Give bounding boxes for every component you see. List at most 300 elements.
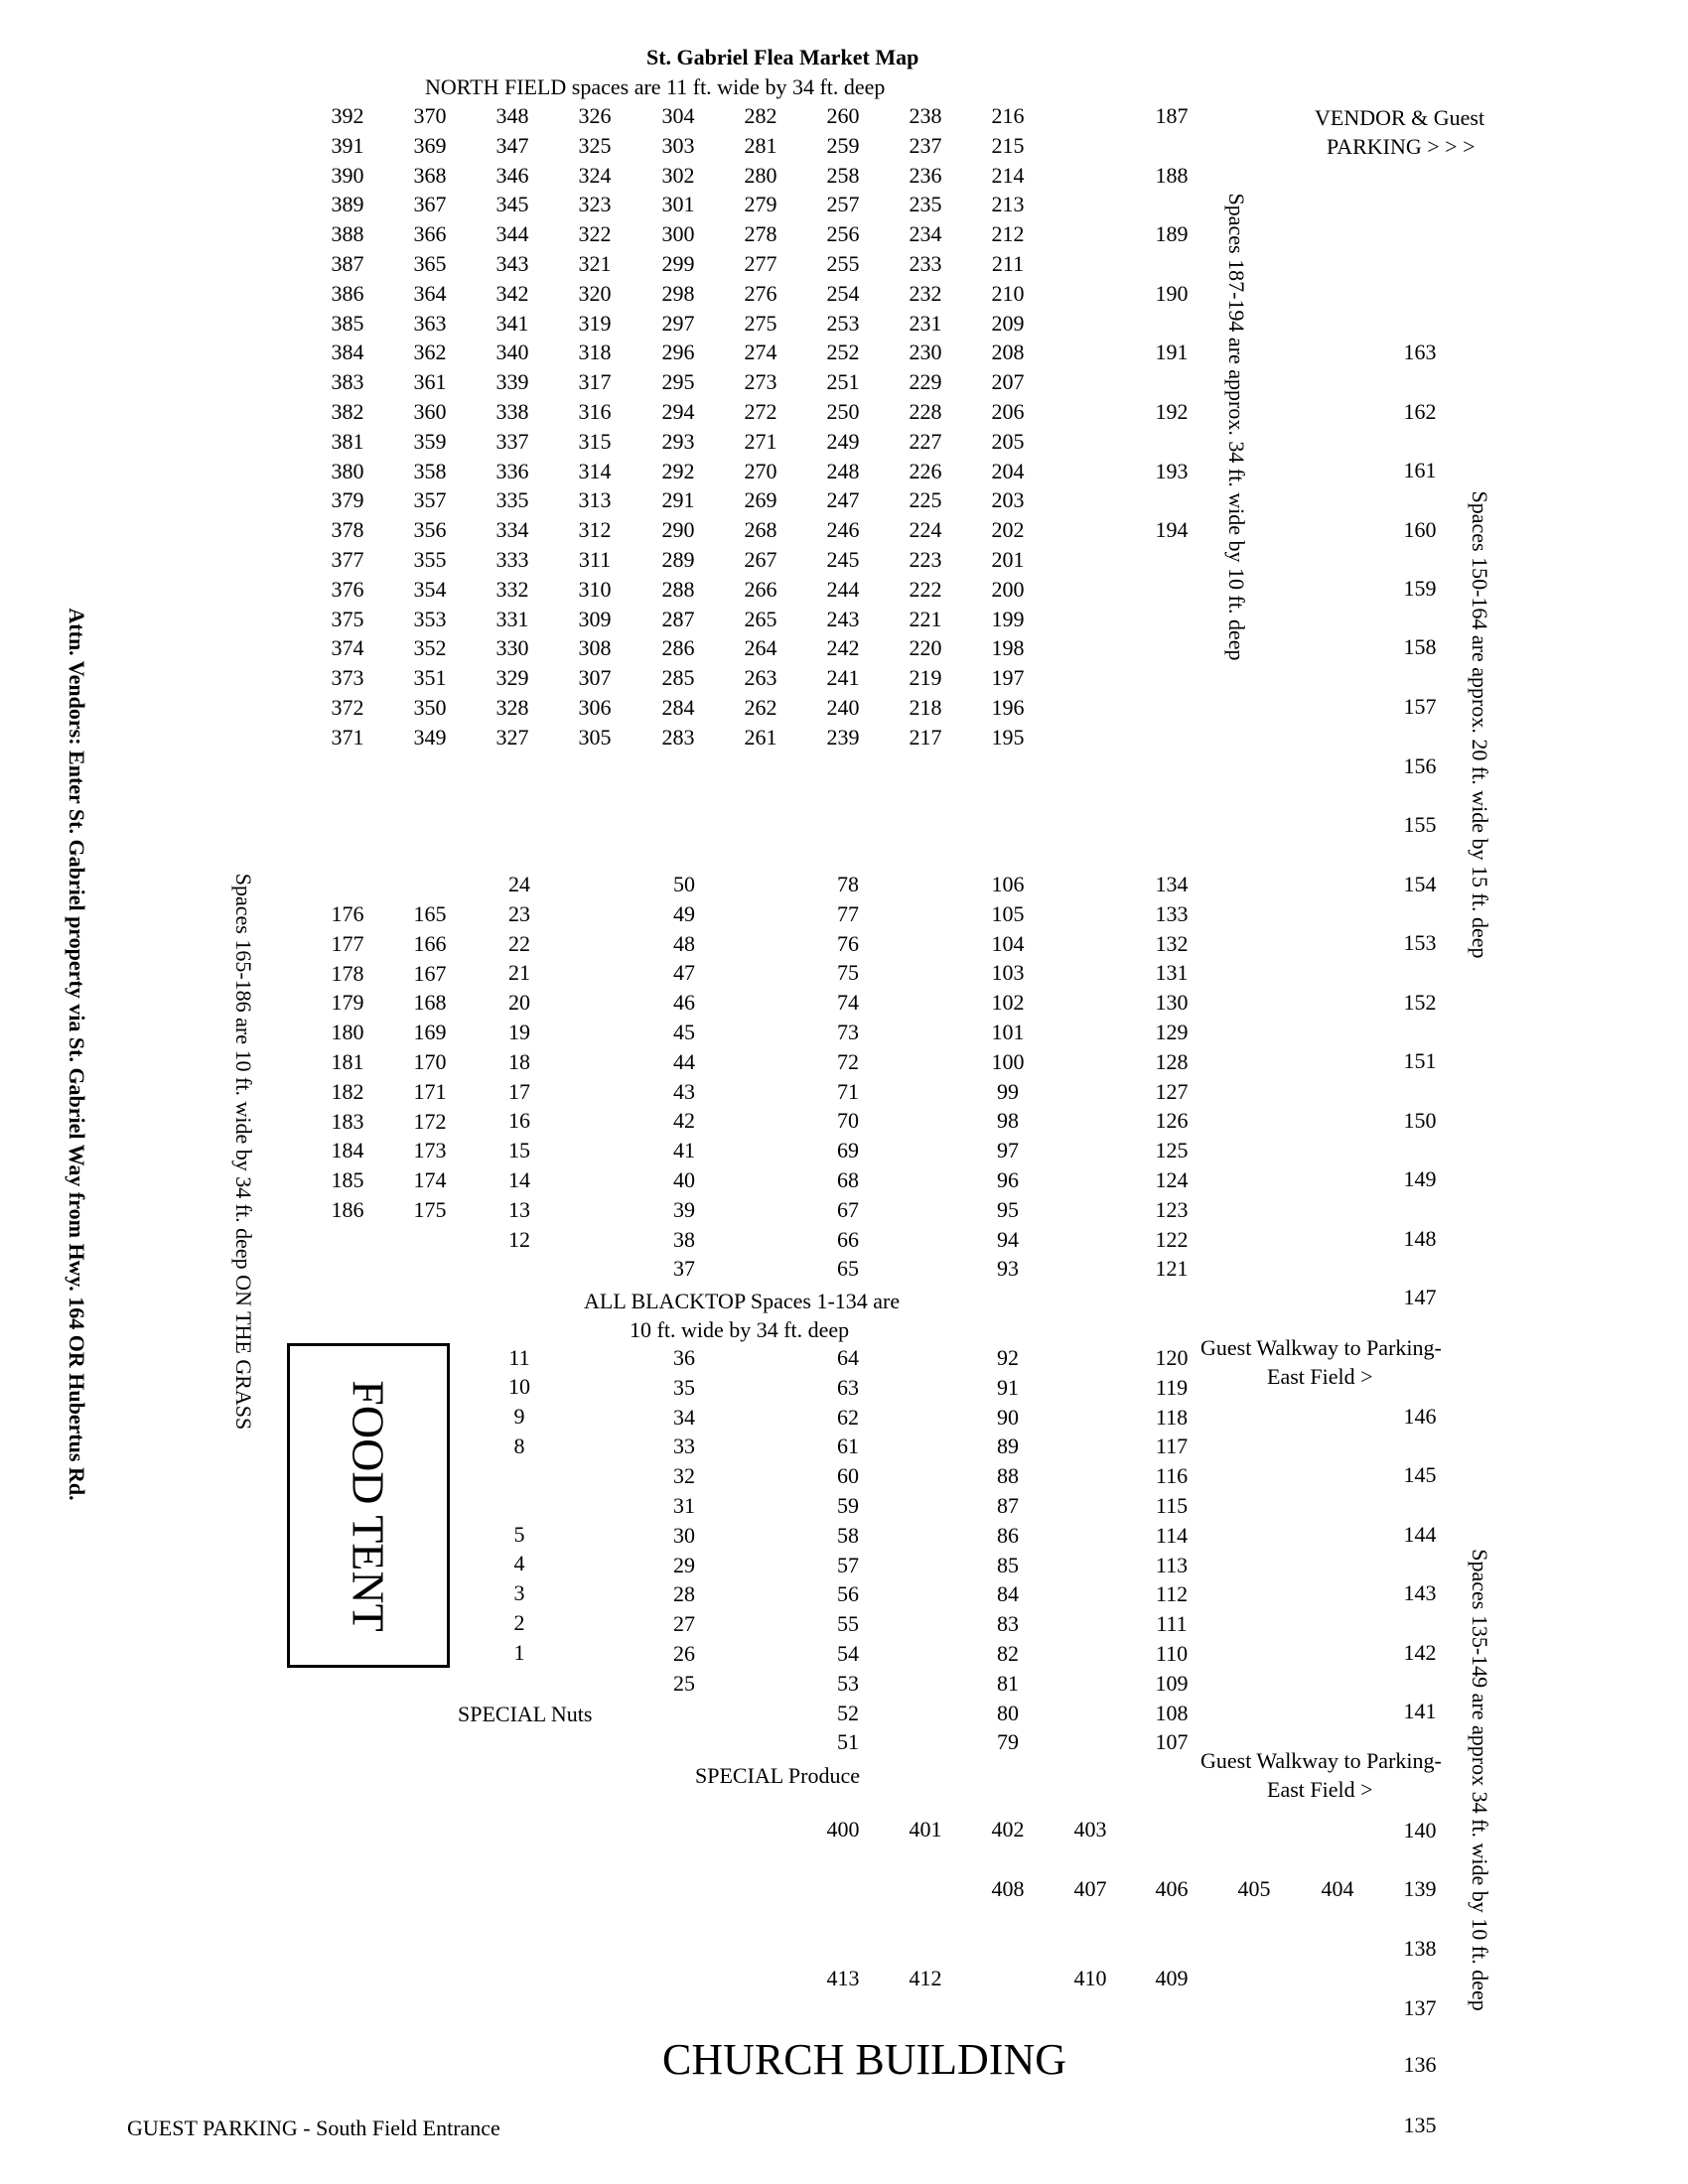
vendor-space-310: 310 (578, 576, 612, 602)
vendor-space-290: 290 (661, 517, 695, 543)
vendor-space-112: 112 (1155, 1581, 1189, 1607)
vendor-parking-line1: VENDOR & Guest (1315, 105, 1485, 130)
vendor-space-380: 380 (331, 458, 364, 483)
vendor-space-274: 274 (744, 340, 777, 365)
vendor-space-165: 165 (413, 901, 447, 926)
walkway-2-line2: East Field > (1267, 1777, 1373, 1802)
vendor-space-196: 196 (991, 695, 1025, 720)
vendor-space-127: 127 (1155, 1078, 1189, 1104)
vendor-space-277: 277 (744, 251, 777, 276)
vendor-space-106: 106 (991, 872, 1025, 896)
vendor-space-301: 301 (661, 192, 695, 217)
vendor-space-271: 271 (744, 428, 777, 454)
vendor-space-19: 19 (508, 1020, 530, 1044)
vendor-space-45: 45 (673, 1020, 695, 1044)
vendor-space-323: 323 (578, 192, 612, 217)
vendor-space-111: 111 (1156, 1611, 1188, 1637)
vendor-space-253: 253 (826, 310, 860, 336)
vendor-parking-line2: PARKING > > > (1327, 134, 1476, 159)
vendor-space-189: 189 (1155, 221, 1189, 247)
vendor-space-199: 199 (991, 606, 1025, 631)
vendor-space-138: 138 (1403, 1936, 1437, 1961)
vendor-space-319: 319 (578, 310, 612, 336)
vendor-space-50: 50 (673, 872, 695, 896)
vendor-space-4: 4 (513, 1551, 525, 1575)
vendor-space-80: 80 (997, 1700, 1019, 1725)
vendor-space-139: 139 (1403, 1876, 1437, 1901)
vendor-space-96: 96 (997, 1167, 1019, 1192)
vendor-space-133: 133 (1155, 900, 1189, 926)
vendor-space-60: 60 (837, 1463, 859, 1489)
vendor-space-100: 100 (991, 1048, 1025, 1074)
vendor-space-251: 251 (826, 369, 860, 395)
vendor-space-247: 247 (826, 487, 860, 513)
vendor-space-342: 342 (495, 280, 529, 306)
vendor-space-197: 197 (991, 665, 1025, 691)
vendor-space-353: 353 (413, 606, 447, 631)
vendor-space-140: 140 (1403, 1818, 1437, 1843)
vendor-space-206: 206 (991, 399, 1025, 424)
vendor-space-35: 35 (673, 1374, 695, 1400)
vendor-space-240: 240 (826, 695, 860, 720)
vendor-space-213: 213 (991, 192, 1025, 217)
vendor-space-195: 195 (991, 724, 1025, 750)
vendor-space-235: 235 (909, 192, 942, 217)
vendor-space-67: 67 (837, 1196, 859, 1222)
vendor-space-81: 81 (997, 1670, 1019, 1696)
vendor-space-155: 155 (1403, 812, 1437, 837)
vendor-space-377: 377 (331, 547, 364, 572)
vendor-space-44: 44 (673, 1048, 695, 1074)
blacktop-note-line2: 10 ft. wide by 34 ft. deep (630, 1317, 850, 1342)
vendor-space-295: 295 (661, 369, 695, 395)
vendor-space-116: 116 (1155, 1463, 1189, 1489)
vendor-space-224: 224 (909, 517, 942, 543)
vendor-space-243: 243 (826, 606, 860, 631)
vendor-space-69: 69 (837, 1138, 859, 1163)
vendor-space-273: 273 (744, 369, 777, 395)
vendor-space-389: 389 (331, 192, 364, 217)
vendor-space-314: 314 (578, 458, 612, 483)
vendor-space-363: 363 (413, 310, 447, 336)
vendor-space-386: 386 (331, 280, 364, 306)
vendor-space-167: 167 (413, 960, 447, 986)
vendor-space-351: 351 (413, 665, 447, 691)
vendor-space-143: 143 (1403, 1580, 1437, 1605)
vendor-space-384: 384 (331, 340, 364, 365)
vendor-space-58: 58 (837, 1522, 859, 1548)
vendor-space-364: 364 (413, 280, 447, 306)
vendor-space-413: 413 (826, 1966, 860, 1990)
vendor-space-5: 5 (513, 1522, 525, 1547)
vendor-space-78: 78 (837, 872, 859, 896)
vendor-space-336: 336 (495, 458, 529, 483)
vendor-space-153: 153 (1403, 930, 1437, 955)
vendor-space-362: 362 (413, 340, 447, 365)
vendor-space-264: 264 (744, 635, 777, 661)
vendor-space-326: 326 (578, 103, 612, 128)
vendor-space-46: 46 (673, 990, 695, 1016)
vendor-space-387: 387 (331, 251, 364, 276)
vendor-space-66: 66 (837, 1226, 859, 1252)
vendor-space-317: 317 (578, 369, 612, 395)
vendor-space-157: 157 (1403, 694, 1437, 719)
vendor-space-345: 345 (495, 192, 529, 217)
vendor-space-121: 121 (1155, 1256, 1189, 1282)
vendor-space-84: 84 (997, 1581, 1019, 1607)
vendor-space-9: 9 (513, 1404, 525, 1429)
vendor-space-110: 110 (1155, 1641, 1189, 1666)
vendor-space-357: 357 (413, 487, 447, 513)
vendor-space-334: 334 (495, 517, 529, 543)
vendor-space-115: 115 (1155, 1493, 1189, 1518)
walkway-1-line1: Guest Walkway to Parking- (1200, 1335, 1442, 1360)
vendor-space-309: 309 (578, 606, 612, 631)
vendor-space-352: 352 (413, 635, 447, 661)
vendor-space-232: 232 (909, 280, 942, 306)
vendor-space-54: 54 (837, 1641, 859, 1666)
vendor-space-20: 20 (508, 990, 530, 1016)
vendor-space-193: 193 (1155, 458, 1189, 483)
vendor-space-381: 381 (331, 428, 364, 454)
vendor-space-379: 379 (331, 487, 364, 513)
vendor-space-263: 263 (744, 665, 777, 691)
vendor-space-228: 228 (909, 399, 942, 424)
vendor-space-177: 177 (331, 930, 364, 956)
vendor-space-40: 40 (673, 1167, 695, 1192)
vendor-space-238: 238 (909, 103, 942, 128)
vendor-space-283: 283 (661, 724, 695, 750)
vendor-space-236: 236 (909, 162, 942, 188)
vendor-space-356: 356 (413, 517, 447, 543)
vendor-space-217: 217 (909, 724, 942, 750)
vendor-space-390: 390 (331, 162, 364, 188)
vendor-space-59: 59 (837, 1493, 859, 1518)
vendor-space-308: 308 (578, 635, 612, 661)
vendor-space-89: 89 (997, 1433, 1019, 1459)
church-building-label: CHURCH BUILDING (662, 2035, 1066, 2084)
vendor-space-188: 188 (1155, 162, 1189, 188)
vendor-space-219: 219 (909, 665, 942, 691)
vendor-space-302: 302 (661, 162, 695, 188)
vendor-space-181: 181 (331, 1049, 364, 1074)
vendor-space-86: 86 (997, 1522, 1019, 1548)
vendor-space-265: 265 (744, 606, 777, 631)
vendor-space-355: 355 (413, 547, 447, 572)
vendor-space-325: 325 (578, 132, 612, 158)
vendor-space-51: 51 (837, 1729, 859, 1755)
vendor-space-92: 92 (997, 1345, 1019, 1370)
vendor-space-82: 82 (997, 1641, 1019, 1666)
vendor-space-227: 227 (909, 428, 942, 454)
vendor-space-156: 156 (1403, 753, 1437, 778)
vendor-space-200: 200 (991, 576, 1025, 602)
vendor-space-3: 3 (513, 1580, 525, 1605)
vendor-space-202: 202 (991, 517, 1025, 543)
vendor-space-214: 214 (991, 162, 1025, 188)
vendor-space-344: 344 (495, 221, 529, 247)
vendor-space-102: 102 (991, 990, 1025, 1016)
vendor-space-62: 62 (837, 1404, 859, 1430)
vendor-space-340: 340 (495, 340, 529, 365)
vendor-space-170: 170 (413, 1049, 447, 1074)
blacktop-note-line1: ALL BLACKTOP Spaces 1-134 are (584, 1289, 901, 1313)
vendor-space-304: 304 (661, 103, 695, 128)
vendor-space-31: 31 (673, 1493, 695, 1518)
vendor-space-162: 162 (1403, 399, 1437, 424)
vendor-space-220: 220 (909, 635, 942, 661)
vendor-space-118: 118 (1155, 1404, 1189, 1430)
vendor-space-255: 255 (826, 251, 860, 276)
vendor-space-405: 405 (1237, 1876, 1271, 1901)
vendor-space-88: 88 (997, 1463, 1019, 1489)
vendor-space-146: 146 (1403, 1404, 1437, 1429)
vendor-space-230: 230 (909, 340, 942, 365)
vendor-space-61: 61 (837, 1433, 859, 1459)
vendor-space-233: 233 (909, 251, 942, 276)
vendor-space-105: 105 (991, 900, 1025, 926)
vendor-space-215: 215 (991, 132, 1025, 158)
vendor-space-124: 124 (1155, 1167, 1189, 1192)
vendor-space-93: 93 (997, 1256, 1019, 1282)
vendor-space-292: 292 (661, 458, 695, 483)
vendor-space-77: 77 (837, 900, 859, 926)
spaces-135-149-note: Spaces 135-149 are approx 34 ft. wide by 10 ft. deep (1468, 1549, 1492, 2011)
vendor-space-37: 37 (673, 1256, 695, 1282)
vendor-space-239: 239 (826, 724, 860, 750)
food-tent (287, 1343, 450, 1668)
vendor-space-180: 180 (331, 1020, 364, 1045)
vendor-space-135: 135 (1403, 2113, 1437, 2137)
vendor-space-268: 268 (744, 517, 777, 543)
vendor-space-137: 137 (1403, 1995, 1437, 2020)
vendor-space-311: 311 (578, 547, 612, 572)
vendor-space-376: 376 (331, 576, 364, 602)
vendor-space-204: 204 (991, 458, 1025, 483)
vendor-space-324: 324 (578, 162, 612, 188)
vendor-space-12: 12 (508, 1226, 530, 1252)
vendor-space-145: 145 (1403, 1462, 1437, 1487)
vendor-space-49: 49 (673, 900, 695, 926)
vendor-space-125: 125 (1155, 1138, 1189, 1163)
food-tent-label: FOOD TENT (343, 1379, 394, 1632)
vendor-space-173: 173 (413, 1138, 447, 1163)
vendor-space-218: 218 (909, 695, 942, 720)
vendor-space-272: 272 (744, 399, 777, 424)
vendor-space-47: 47 (673, 960, 695, 986)
vendor-space-56: 56 (837, 1581, 859, 1607)
vendor-space-385: 385 (331, 310, 364, 336)
vendor-space-338: 338 (495, 399, 529, 424)
vendor-space-30: 30 (673, 1522, 695, 1548)
vendor-space-404: 404 (1321, 1876, 1354, 1901)
vendor-space-113: 113 (1155, 1552, 1189, 1577)
vendor-space-408: 408 (991, 1876, 1025, 1901)
vendor-space-87: 87 (997, 1493, 1019, 1518)
vendor-space-208: 208 (991, 340, 1025, 365)
vendor-space-63: 63 (837, 1374, 859, 1400)
vendor-space-55: 55 (837, 1611, 859, 1637)
vendor-space-52: 52 (837, 1700, 859, 1725)
vendor-space-210: 210 (991, 280, 1025, 306)
vendor-space-28: 28 (673, 1581, 695, 1607)
walkway-1-line2: East Field > (1267, 1364, 1373, 1389)
vendor-space-403: 403 (1073, 1817, 1107, 1842)
vendor-space-276: 276 (744, 280, 777, 306)
vendor-space-341: 341 (495, 310, 529, 336)
special-produce-label: SPECIAL Produce (695, 1763, 861, 1788)
vendor-space-39: 39 (673, 1196, 695, 1222)
vendor-space-354: 354 (413, 576, 447, 602)
vendor-space-151: 151 (1403, 1048, 1437, 1073)
vendor-space-91: 91 (997, 1374, 1019, 1400)
vendor-space-21: 21 (508, 960, 530, 986)
vendor-space-252: 252 (826, 340, 860, 365)
vendor-space-209: 209 (991, 310, 1025, 336)
vendor-space-114: 114 (1155, 1522, 1189, 1548)
vendor-space-18: 18 (508, 1048, 530, 1074)
spaces-165-186-note: Spaces 165-186 are 10 ft. wide by 34 ft. deep ON THE GRASS (231, 873, 256, 1431)
vendor-space-166: 166 (413, 930, 447, 956)
vendor-space-299: 299 (661, 251, 695, 276)
spaces-187-194-note: Spaces 187-194 are approx. 34 ft. wide by 10 ft. deep (1224, 193, 1249, 661)
vendor-space-410: 410 (1073, 1966, 1107, 1990)
vendor-space-205: 205 (991, 428, 1025, 454)
vendor-space-322: 322 (578, 221, 612, 247)
vendor-space-65: 65 (837, 1256, 859, 1282)
vendor-space-382: 382 (331, 399, 364, 424)
vendor-space-36: 36 (673, 1345, 695, 1370)
vendor-space-95: 95 (997, 1196, 1019, 1222)
vendor-space-17: 17 (508, 1078, 530, 1104)
vendor-space-128: 128 (1155, 1048, 1189, 1074)
vendor-space-169: 169 (413, 1020, 447, 1045)
vendor-space-348: 348 (495, 103, 529, 128)
vendor-space-294: 294 (661, 399, 695, 424)
vendor-space-122: 122 (1155, 1226, 1189, 1252)
vendor-space-332: 332 (495, 576, 529, 602)
vendor-space-262: 262 (744, 695, 777, 720)
vendor-space-22: 22 (508, 930, 530, 956)
vendor-space-315: 315 (578, 428, 612, 454)
vendor-space-257: 257 (826, 192, 860, 217)
vendor-space-312: 312 (578, 517, 612, 543)
vendor-space-24: 24 (508, 872, 530, 896)
vendor-space-297: 297 (661, 310, 695, 336)
vendor-space-11: 11 (508, 1345, 530, 1370)
vendor-space-316: 316 (578, 399, 612, 424)
vendor-space-26: 26 (673, 1641, 695, 1666)
vendor-space-383: 383 (331, 369, 364, 395)
vendor-space-74: 74 (837, 990, 859, 1016)
vendor-space-267: 267 (744, 547, 777, 572)
vendor-space-103: 103 (991, 960, 1025, 986)
vendor-space-179: 179 (331, 990, 364, 1016)
vendor-space-168: 168 (413, 990, 447, 1016)
vendor-space-279: 279 (744, 192, 777, 217)
vendor-space-223: 223 (909, 547, 942, 572)
vendor-space-358: 358 (413, 458, 447, 483)
vendor-space-73: 73 (837, 1020, 859, 1044)
vendor-space-13: 13 (508, 1196, 530, 1222)
vendor-space-242: 242 (826, 635, 860, 661)
vendor-space-75: 75 (837, 960, 859, 986)
vendor-space-229: 229 (909, 369, 942, 395)
vendor-space-226: 226 (909, 458, 942, 483)
vendor-space-245: 245 (826, 547, 860, 572)
vendor-space-191: 191 (1155, 340, 1189, 365)
vendor-space-298: 298 (661, 280, 695, 306)
vendor-space-187: 187 (1155, 103, 1189, 128)
vendor-space-269: 269 (744, 487, 777, 513)
vendor-space-289: 289 (661, 547, 695, 572)
vendor-space-350: 350 (413, 695, 447, 720)
vendor-space-211: 211 (991, 251, 1025, 276)
vendor-space-241: 241 (826, 665, 860, 691)
vendor-space-152: 152 (1403, 990, 1437, 1015)
spaces-150-164-note: Spaces 150-164 are approx. 20 ft. wide by 15 ft. deep (1468, 490, 1492, 959)
vendor-space-375: 375 (331, 606, 364, 631)
map-title: St. Gabriel Flea Market Map (646, 45, 919, 69)
vendor-space-372: 372 (331, 695, 364, 720)
vendor-space-160: 160 (1403, 517, 1437, 542)
vendor-space-117: 117 (1155, 1433, 1189, 1459)
vendor-space-120: 120 (1155, 1345, 1189, 1370)
vendor-space-27: 27 (673, 1611, 695, 1637)
vendor-space-392: 392 (331, 103, 364, 128)
vendor-space-53: 53 (837, 1670, 859, 1696)
vendor-space-260: 260 (826, 103, 860, 128)
vendor-space-68: 68 (837, 1167, 859, 1192)
vendor-space-248: 248 (826, 458, 860, 483)
vendor-space-237: 237 (909, 132, 942, 158)
vendor-space-136: 136 (1403, 2052, 1437, 2077)
vendor-space-1: 1 (513, 1640, 525, 1665)
vendor-space-360: 360 (413, 399, 447, 424)
vendor-space-250: 250 (826, 399, 860, 424)
vendor-space-8: 8 (513, 1433, 525, 1458)
vendor-space-176: 176 (331, 901, 364, 926)
vendor-space-231: 231 (909, 310, 942, 336)
vendor-space-48: 48 (673, 930, 695, 956)
vendor-space-337: 337 (495, 428, 529, 454)
vendor-space-171: 171 (413, 1078, 447, 1104)
vendor-space-142: 142 (1403, 1640, 1437, 1665)
vendor-space-258: 258 (826, 162, 860, 188)
vendor-space-373: 373 (331, 665, 364, 691)
vendor-space-144: 144 (1403, 1522, 1437, 1547)
vendor-space-249: 249 (826, 428, 860, 454)
walkway-2-line1: Guest Walkway to Parking- (1200, 1748, 1442, 1773)
vendor-space-391: 391 (331, 132, 364, 158)
vendor-space-109: 109 (1155, 1670, 1189, 1696)
vendor-space-132: 132 (1155, 930, 1189, 956)
vendor-space-371: 371 (331, 724, 364, 750)
vendor-space-104: 104 (991, 930, 1025, 956)
vendor-space-222: 222 (909, 576, 942, 602)
vendor-space-406: 406 (1155, 1876, 1189, 1901)
vendor-space-367: 367 (413, 192, 447, 217)
vendor-space-254: 254 (826, 280, 860, 306)
vendor-space-284: 284 (661, 695, 695, 720)
vendor-space-194: 194 (1155, 517, 1189, 543)
vendor-space-161: 161 (1403, 458, 1437, 482)
vendor-space-300: 300 (661, 221, 695, 247)
vendor-space-246: 246 (826, 517, 860, 543)
vendor-space-327: 327 (495, 724, 529, 750)
vendor-space-185: 185 (331, 1167, 364, 1193)
vendor-space-131: 131 (1155, 960, 1189, 986)
